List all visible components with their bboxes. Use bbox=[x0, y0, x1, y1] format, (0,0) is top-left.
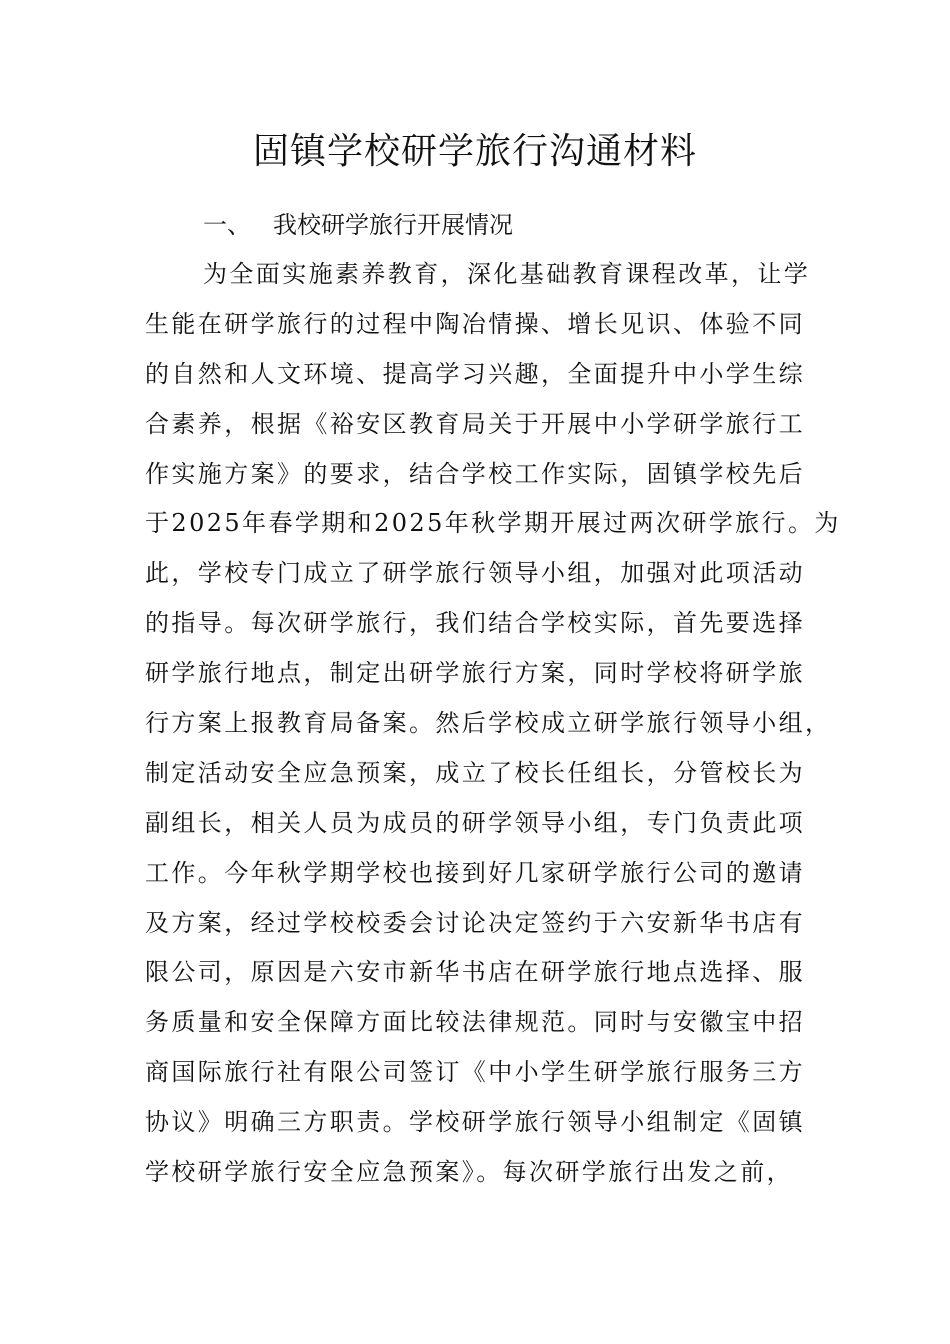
paragraph-line: 副组长，相关人员为成员的研学领导小组，专门负责此项 bbox=[145, 808, 805, 837]
section-heading bbox=[203, 206, 513, 244]
paragraph-line: 行方案上报教育局备案。然后学校成立研学旅行领导小组， bbox=[145, 709, 832, 738]
paragraph-line: 及方案，经过学校校委会讨论决定签约于六安新华书店有 bbox=[145, 908, 805, 937]
section-title: 我校研学旅行开展情况 bbox=[273, 211, 513, 239]
paragraph-line: 学校研学旅行安全应急预案》。每次研学旅行出发之前， bbox=[145, 1158, 793, 1187]
paragraph-line: 工作。今年秋学期学校也接到好几家研学旅行公司的邀请 bbox=[145, 858, 805, 887]
paragraph-line: 为全面实施素养教育，深化基础教育课程改革，让学 bbox=[203, 260, 811, 288]
paragraph-line: 限公司，原因是六安市新华书店在研学旅行地点选择、服 bbox=[145, 958, 805, 987]
paragraph-line: 作实施方案》的要求，结合学校工作实际，固镇学校先后 bbox=[145, 459, 805, 488]
paragraph-line: 的指导。每次研学旅行，我们结合学校实际，首先要选择 bbox=[145, 609, 805, 638]
paragraph-line: 合素养，根据《裕安区教育局关于开展中小学研学旅行工 bbox=[145, 409, 805, 438]
paragraph-line: 生能在研学旅行的过程中陶冶情操、增长见识、体验不同 bbox=[145, 309, 805, 338]
paragraph-line: 商国际旅行社有限公司签订《中小学生研学旅行服务三方 bbox=[145, 1058, 805, 1087]
paragraph-line: 协议》明确三方职责。学校研学旅行领导小组制定《固镇 bbox=[145, 1108, 805, 1137]
paragraph-line: 此，学校专门成立了研学旅行领导小组，加强对此项活动 bbox=[145, 559, 805, 588]
paragraph-line: 制定活动安全应急预案，成立了校长任组长，分管校长为 bbox=[145, 758, 805, 787]
section-number: 一、 bbox=[203, 211, 251, 239]
body-paragraph bbox=[145, 254, 841, 1202]
document-title: 固镇学校研学旅行沟通材料 bbox=[252, 131, 697, 172]
paragraph-line: 研学旅行地点，制定出研学旅行方案，同时学校将研学旅 bbox=[145, 659, 805, 688]
paragraph-line: 的自然和人文环境、提高学习兴趣，全面提升中小学生综 bbox=[145, 359, 805, 388]
paragraph-line: 于2025年春学期和2025年秋学期开展过两次研学旅行。为 bbox=[145, 509, 841, 538]
paragraph-line: 务质量和安全保障方面比较法律规范。同时与安徽宝中招 bbox=[145, 1008, 805, 1037]
